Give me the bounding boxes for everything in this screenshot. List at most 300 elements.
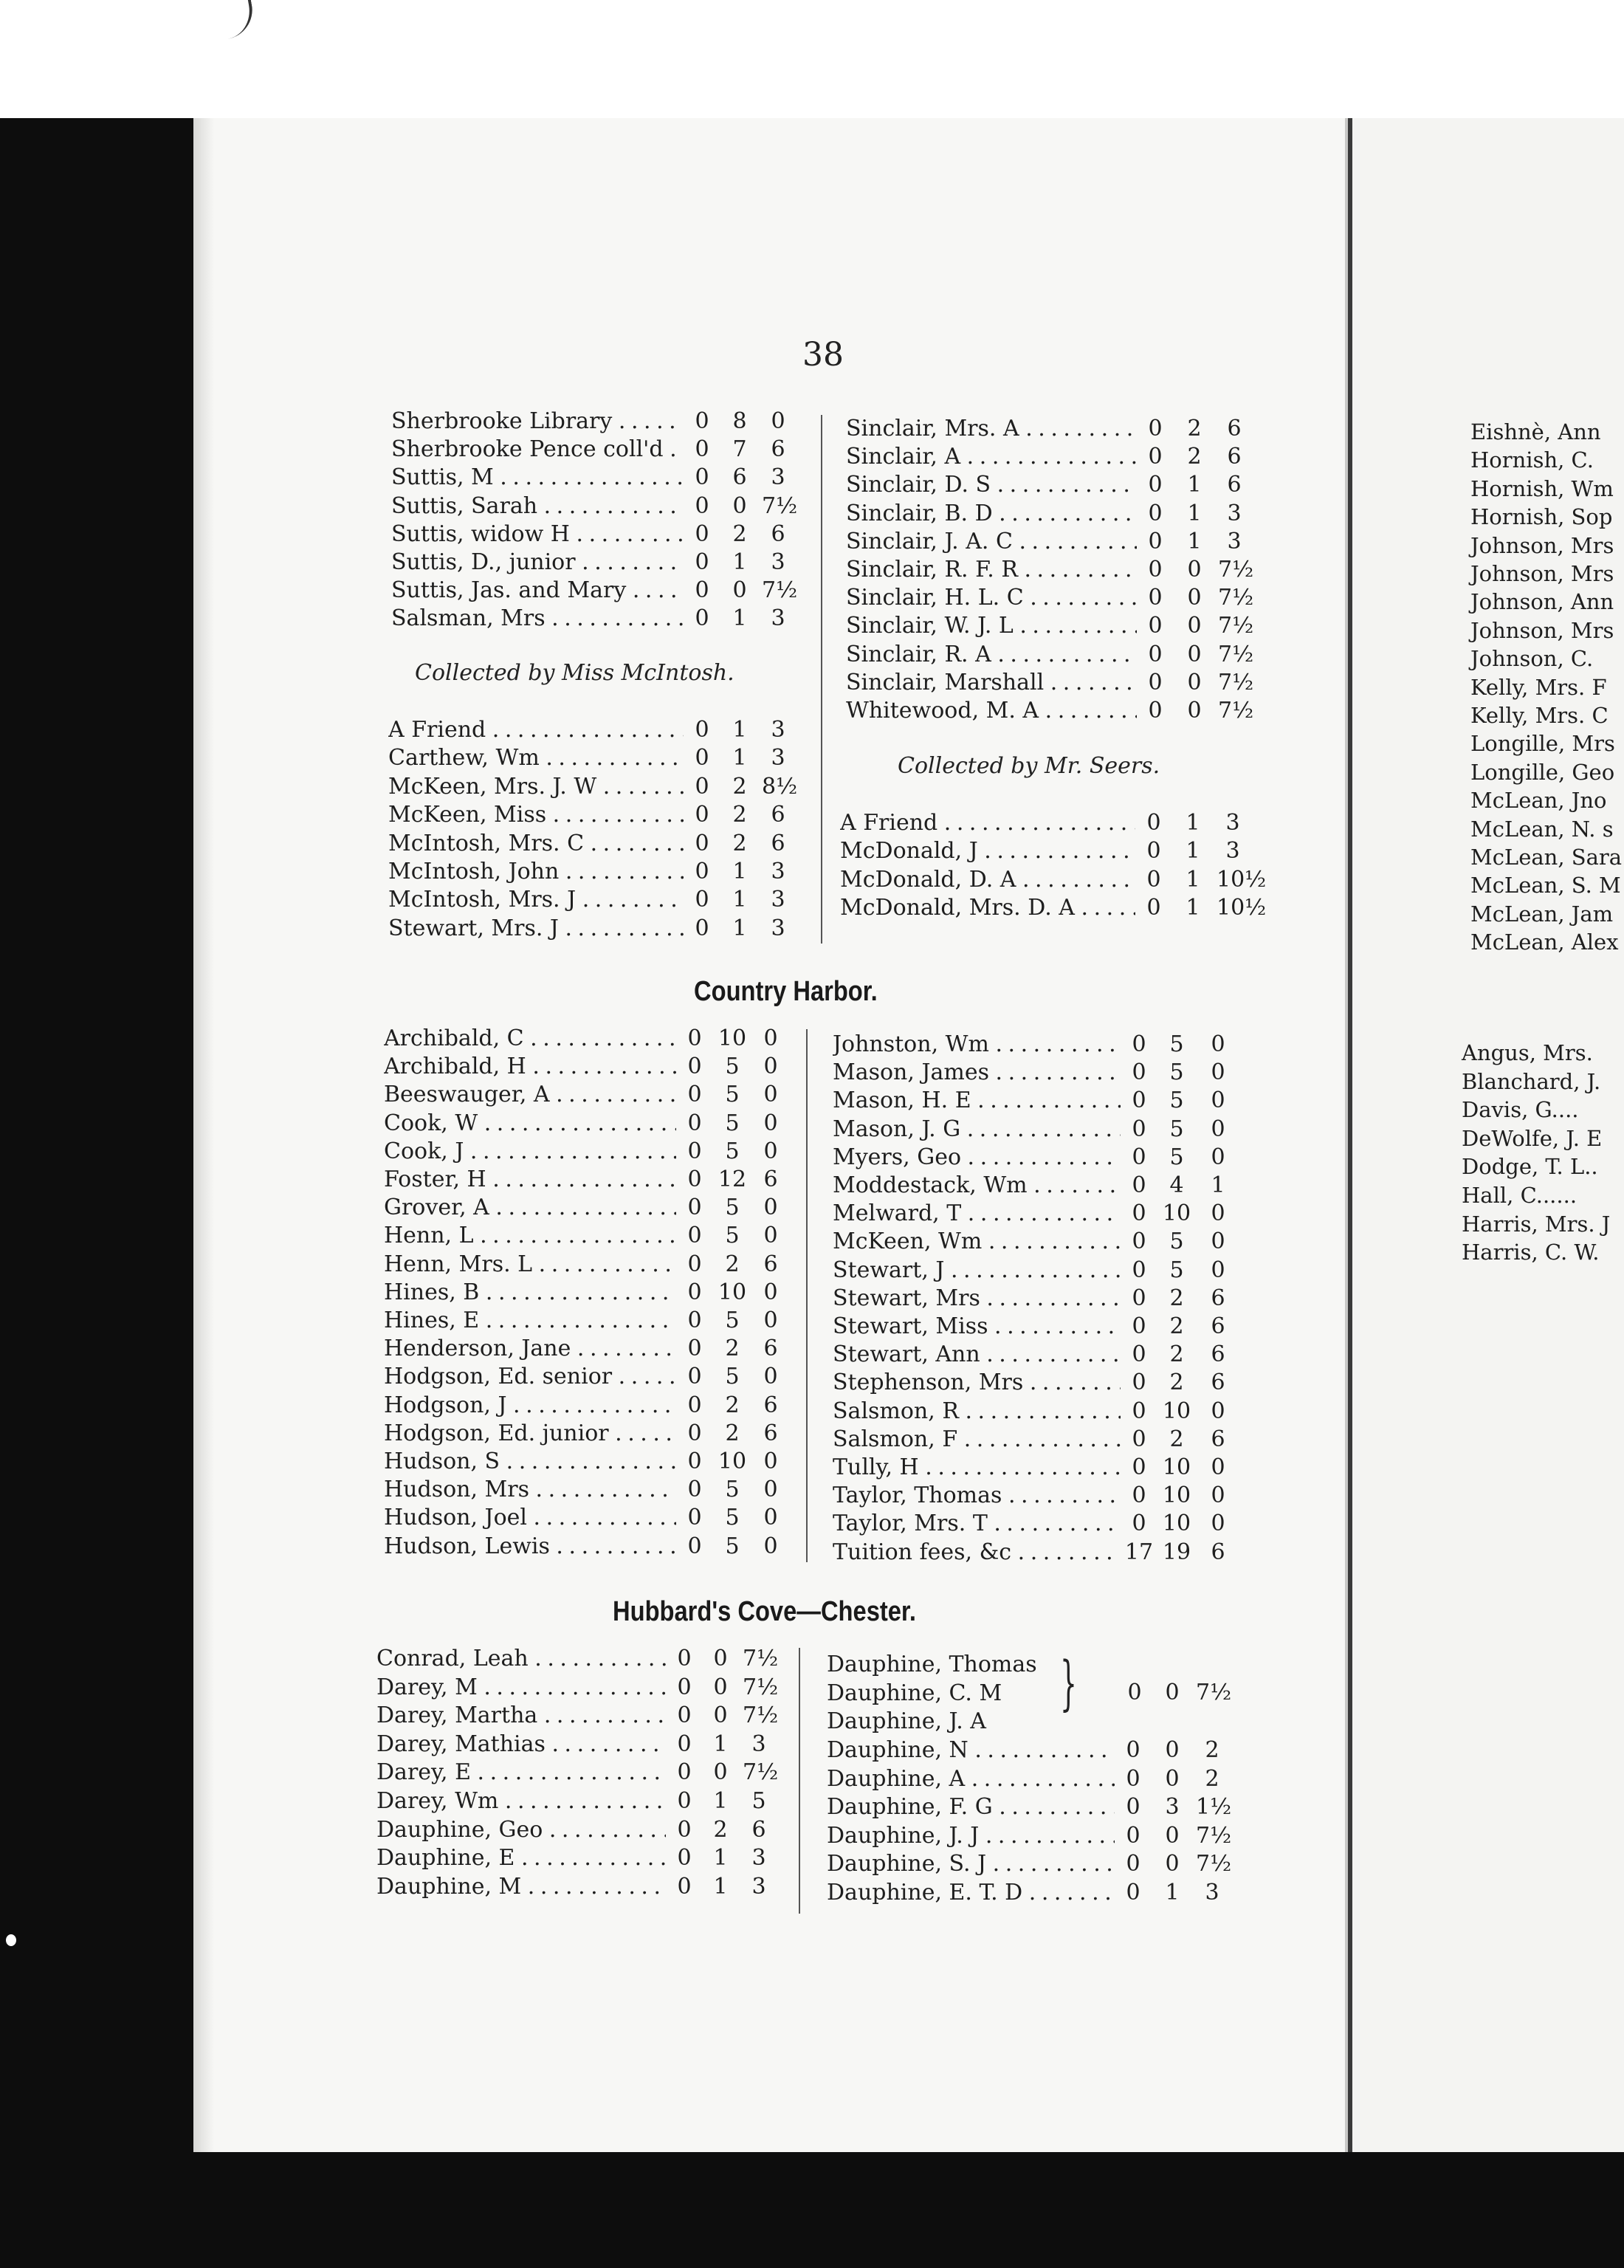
entry-pounds: 0 (677, 1674, 692, 1700)
entry-name: A Friend . . . (840, 809, 1135, 837)
entry-row (833, 1510, 1246, 1538)
entry-shillings: 5 (725, 1138, 740, 1164)
entry-name: Cook, W . . . (384, 1110, 676, 1138)
grouped-entry-name: Dauphine, C. M (827, 1680, 1002, 1706)
grouped-entry-values (827, 1679, 1240, 1707)
entry-shillings: 5 (725, 1364, 740, 1390)
entry-row (391, 605, 806, 633)
entry-shillings: 5 (1169, 1144, 1184, 1170)
entry-pence: 7½ (1218, 585, 1254, 611)
entry-shillings: 10 (1162, 1200, 1191, 1227)
entry-row (827, 1879, 1240, 1907)
entry-name: Sinclair, A . . . (846, 443, 1137, 471)
entry-pence: 8½ (762, 773, 798, 800)
entry-pounds: 0 (1146, 866, 1161, 893)
entry-pence: 6 (771, 802, 785, 828)
entry-name: Sinclair, R. A . . . (846, 641, 1137, 669)
entry-pounds: 0 (687, 1533, 702, 1559)
entry-pounds: 0 (1148, 416, 1163, 441)
entry-pounds: 0 (695, 520, 709, 547)
entry-name: Stewart, Ann . . . (833, 1341, 1121, 1369)
entry-shillings: 1 (732, 859, 747, 884)
entry-row (391, 436, 806, 464)
entry-row (833, 1285, 1246, 1313)
entry-shillings: 1 (1186, 866, 1200, 893)
entry-row (846, 697, 1262, 725)
entry-pounds: 0 (1132, 1313, 1146, 1339)
entry-name: Archibald, C . . . (384, 1025, 676, 1053)
entry-shillings: 10 (1162, 1482, 1191, 1509)
entry-name: Myers, Geo . . . (833, 1144, 1121, 1172)
entry-pounds: 0 (1132, 1511, 1146, 1537)
entry-name: Salsmon, F . . . (833, 1426, 1121, 1454)
entry-shillings: 2 (725, 1392, 740, 1418)
entry-pence: 0 (771, 408, 785, 434)
entry-pence: 10½ (1217, 895, 1267, 921)
entry-shillings: 6 (732, 464, 747, 491)
entry-row (827, 1793, 1240, 1821)
entry-shillings: 5 (725, 1505, 740, 1531)
entry-name: Moddestack, Wm . . . (833, 1172, 1121, 1200)
entry-pence: 6 (763, 1166, 778, 1192)
entry-pence: 0 (763, 1449, 778, 1474)
entry-name: Tully, H . . . (833, 1454, 1121, 1482)
entry-pence: 7½ (743, 1674, 779, 1700)
entry-row (391, 492, 806, 520)
page-number: 38 (802, 336, 844, 374)
entry-name: Darey, E . . . (376, 1759, 666, 1787)
facing-page-line: Johnson, Ann (1470, 589, 1614, 615)
entry-pounds: 17 (1124, 1539, 1154, 1565)
entry-name: Foster, H . . . (384, 1166, 676, 1194)
entry-pounds: 0 (687, 1110, 702, 1136)
entry-name: Conrad, Leah . . . (376, 1645, 666, 1673)
entry-name: Dauphine, E . . . (376, 1844, 666, 1872)
entry-row (376, 1844, 787, 1872)
entry-pence: 6 (751, 1816, 766, 1843)
entry-name: Suttis, M . . . (391, 464, 684, 492)
entry-row (391, 520, 806, 549)
entry-pence: 7½ (1218, 557, 1254, 583)
entry-row (833, 1200, 1246, 1228)
entry-pounds: 0 (687, 1307, 702, 1333)
entry-pence: 0 (763, 1364, 778, 1390)
entry-row (384, 1053, 799, 1081)
entry-name: McIntosh, Mrs. C . . . (388, 830, 684, 858)
entry-name: Hudson, Joel . . . (384, 1504, 676, 1532)
entry-row (384, 1110, 799, 1138)
entry-row (388, 830, 806, 858)
entry-pounds: 0 (1148, 613, 1163, 639)
entry-pounds: 0 (687, 1138, 702, 1164)
entry-shillings: 0 (1165, 1765, 1180, 1792)
entry-name: Tuition fees, &c . . . (833, 1539, 1121, 1567)
entry-name: Henderson, Jane . . . (384, 1335, 676, 1363)
entry-pounds: 0 (1132, 1341, 1146, 1368)
entry-pence: 0 (1211, 1059, 1225, 1086)
entry-pence: 7½ (743, 1702, 779, 1729)
entry-pence: 0 (763, 1138, 778, 1164)
entry-shillings: 8 (732, 408, 747, 434)
entry-pence: 6 (1227, 472, 1242, 498)
entry-pence: 3 (1205, 1880, 1219, 1906)
entry-row (384, 1222, 799, 1250)
entry-name: Grover, A . . . (384, 1194, 676, 1222)
entry-pounds: 0 (677, 1788, 692, 1814)
entry-pence: 0 (763, 1477, 778, 1503)
entry-pounds: 0 (1132, 1285, 1146, 1311)
entry-row (388, 858, 806, 886)
entry-shillings: 2 (732, 520, 747, 547)
entry-name: Suttis, Sarah . . . (391, 492, 684, 520)
facing-page-line: McLean, Jno (1470, 788, 1607, 814)
entry-row (376, 1731, 787, 1759)
entry-pence: 6 (763, 1392, 778, 1418)
entry-row (827, 1850, 1240, 1878)
entry-row (846, 584, 1262, 612)
entry-shillings: 0 (1187, 641, 1202, 667)
entry-row (833, 1087, 1246, 1115)
entry-name: Stewart, Mrs . . . (833, 1285, 1121, 1313)
entry-pounds: 0 (677, 1759, 692, 1786)
entry-shillings: 5 (1169, 1031, 1184, 1057)
entry-row (827, 1765, 1240, 1793)
entry-pounds: 0 (695, 605, 709, 632)
entry-pence: 0 (1211, 1454, 1225, 1480)
entry-shillings: 2 (725, 1251, 740, 1277)
entry-pence: 6 (1211, 1313, 1225, 1339)
facing-page-line: Hall, C...... (1462, 1183, 1577, 1208)
entry-row (391, 408, 806, 436)
column-divider (806, 1029, 808, 1562)
entry-pence: 3 (751, 1731, 766, 1757)
entry-shillings: 1 (732, 605, 747, 632)
entry-pence: 0 (763, 1054, 778, 1080)
entry-pence: 6 (763, 1336, 778, 1362)
entry-pounds: 0 (687, 1477, 702, 1503)
entry-name: Sinclair, J. A. C . . . (846, 528, 1137, 556)
entry-name: Henn, Mrs. L . . . (384, 1251, 676, 1279)
entry-pounds: 0 (1146, 895, 1161, 921)
entry-row (384, 1166, 799, 1194)
entry-pounds: 0 (1132, 1426, 1146, 1452)
entry-pounds: 0 (1146, 838, 1161, 865)
entry-pounds: 0 (687, 1251, 702, 1277)
entry-row (384, 1307, 799, 1335)
entry-shillings: 0 (1165, 1822, 1180, 1849)
entry-row (833, 1539, 1246, 1567)
entry-shillings: 0 (1165, 1737, 1180, 1763)
entry-name: Darey, Mathias . . . (376, 1731, 666, 1759)
entry-name: Hodgson, Ed. senior . . . (384, 1363, 676, 1391)
entry-shillings: 1 (713, 1731, 728, 1757)
entry-name: Dauphine, F. G . . . (827, 1793, 1115, 1821)
entry-pounds: 0 (695, 577, 709, 604)
entry-shillings: 1 (1186, 810, 1200, 836)
section-title-hubbards-cove: Hubbard's Cove—Chester. (613, 1596, 916, 1627)
entry-pence: 6 (1211, 1370, 1225, 1396)
entry-shillings: 10 (1162, 1398, 1191, 1424)
entry-name: Stewart, Miss . . . (833, 1313, 1121, 1341)
entry-pounds: 0 (1126, 1880, 1140, 1906)
entry-row (384, 1335, 799, 1363)
entry-pence: 6 (1211, 1341, 1225, 1368)
facing-page-line: McLean, N. s (1470, 816, 1614, 842)
entry-shillings: 1 (1187, 472, 1202, 498)
entry-name: Dauphine, J. J . . . (827, 1822, 1115, 1850)
entry-row (384, 1194, 799, 1222)
entry-shillings: 1 (732, 887, 747, 913)
facing-page-line: Kelly, Mrs. F (1470, 674, 1607, 700)
entry-pounds: 0 (1132, 1116, 1146, 1142)
entry-row (384, 1533, 799, 1561)
entry-name: Dauphine, M . . . (376, 1873, 666, 1901)
entry-row (388, 886, 806, 914)
entry-pounds: 0 (1148, 698, 1163, 724)
entry-row (833, 1426, 1246, 1454)
entry-row (384, 1138, 799, 1166)
entry-name: McKeen, Wm . . . (833, 1228, 1121, 1256)
entry-pence: 0 (763, 1279, 778, 1305)
entry-row (846, 612, 1262, 640)
facing-page-line: Longille, Mrs (1470, 731, 1615, 757)
entry-name: Sinclair, H. L. C . . . (846, 584, 1137, 612)
entry-row (846, 500, 1262, 528)
entry-name: McKeen, Miss . . . (388, 801, 684, 829)
entry-name: Stewart, Mrs. J . . . (388, 915, 684, 943)
entry-pounds: 0 (1132, 1257, 1146, 1283)
entry-row (384, 1363, 799, 1391)
entry-pounds: 0 (1126, 1794, 1140, 1821)
entry-row (833, 1172, 1246, 1200)
entry-pence: 7½ (1218, 641, 1254, 667)
entry-pence: 0 (1211, 1144, 1225, 1170)
entry-name: Salsmon, R . . . (833, 1398, 1121, 1426)
entry-shillings: 12 (718, 1166, 747, 1192)
collected-by-mcintosh-heading: Collected by Miss McIntosh. (415, 660, 734, 686)
facing-page-line: Angus, Mrs. (1462, 1040, 1593, 1065)
entry-pence: 3 (1227, 500, 1242, 526)
entry-shillings: 2 (713, 1816, 728, 1843)
entry-shillings: 0 (1187, 585, 1202, 611)
entry-shillings: 0 (713, 1702, 728, 1729)
entry-row (833, 1257, 1246, 1285)
facing-page-line: Johnson, Mrs (1470, 561, 1614, 586)
entry-pence: 10½ (1217, 866, 1267, 893)
entry-pounds: 0 (677, 1646, 692, 1671)
entry-pounds: 0 (1126, 1851, 1140, 1877)
entry-shillings: 5 (725, 1110, 740, 1136)
entry-name: Stephenson, Mrs . . . (833, 1369, 1121, 1397)
entry-row (388, 716, 806, 744)
entry-shillings: 1 (713, 1845, 728, 1872)
entry-pence: 3 (771, 745, 785, 772)
entry-row (376, 1674, 787, 1702)
entry-shillings: 0 (713, 1759, 728, 1786)
entry-shillings: 2 (732, 830, 747, 856)
entry-name: Beeswauger, A . . . (384, 1081, 676, 1109)
entry-shillings: 0 (732, 492, 747, 519)
entry-row (833, 1144, 1246, 1172)
entry-row (846, 669, 1262, 697)
entry-pence: 7½ (1196, 1851, 1232, 1877)
facing-page-line: Hornish, Sop (1470, 504, 1613, 530)
entry-shillings: 10 (718, 1449, 747, 1474)
entry-row (833, 1454, 1246, 1482)
entry-name: Carthew, Wm . . . (388, 744, 684, 772)
entry-row (391, 577, 806, 605)
entry-row (846, 415, 1262, 443)
entry-pence: 0 (1211, 1257, 1225, 1283)
entry-pounds: 0 (1126, 1765, 1140, 1792)
entry-shillings: 5 (1169, 1228, 1184, 1255)
entry-shillings: 4 (1169, 1172, 1184, 1198)
entry-pence: 3 (771, 915, 785, 941)
entry-row (840, 866, 1267, 894)
entry-pounds: 0 (1148, 444, 1163, 470)
entry-row (846, 641, 1262, 669)
entry-row (833, 1398, 1246, 1426)
entry-pence: 0 (763, 1082, 778, 1108)
facing-page-line: Harris, C. W. (1462, 1240, 1600, 1265)
facing-page-line: McLean, Jam (1470, 901, 1614, 927)
entry-name: McIntosh, John . . . (388, 858, 684, 886)
entry-shillings: 0 (713, 1646, 728, 1671)
entry-shillings: 10 (718, 1025, 747, 1051)
entry-pounds: 0 (695, 802, 709, 828)
entry-shillings: 5 (725, 1477, 740, 1503)
entry-name: Stewart, J . . . (833, 1257, 1121, 1285)
entry-name: McDonald, D. A . . . (840, 866, 1135, 894)
entry-pence: 3 (771, 859, 785, 884)
entry-shillings: 1 (713, 1788, 728, 1814)
entry-row (846, 471, 1262, 499)
entry-pounds: 0 (687, 1392, 702, 1418)
facing-page-line: McLean, Alex (1470, 929, 1619, 955)
entry-row (827, 1822, 1240, 1850)
entry-name: Sherbrooke Pence coll'd . . . (391, 436, 684, 464)
entry-shillings: 1 (1187, 528, 1202, 554)
entry-pounds: 0 (1132, 1228, 1146, 1255)
entry-pence: 7½ (762, 492, 798, 519)
group-brace: } (1060, 1649, 1077, 1717)
entry-pence: 3 (751, 1845, 766, 1872)
entry-pounds: 0 (1148, 500, 1163, 526)
entry-pounds: 0 (1148, 669, 1163, 695)
entry-name: Dauphine, S. J . . . (827, 1850, 1115, 1878)
entry-name: Sinclair, Mrs. A . . . (846, 415, 1137, 443)
entry-pounds: 0 (695, 745, 709, 772)
entry-row (833, 1228, 1246, 1256)
entry-row (384, 1025, 799, 1053)
entry-shillings: 5 (725, 1082, 740, 1108)
entry-pounds: 0 (1132, 1059, 1146, 1086)
entry-row (388, 773, 806, 801)
entry-name: Hudson, Lewis . . . (384, 1533, 676, 1561)
entry-name: McDonald, J . . . (840, 837, 1135, 865)
entry-pence: 3 (771, 605, 785, 632)
entry-shillings: 2 (1169, 1370, 1184, 1396)
grouped-entry-name: Dauphine, Thomas (827, 1652, 1037, 1677)
entry-name: Johnston, Wm . . . (833, 1031, 1121, 1059)
grouped-entry-name: Dauphine, J. A (827, 1708, 986, 1735)
entry-name: Suttis, D., junior . . . (391, 549, 684, 577)
entry-pence: 0 (1211, 1200, 1225, 1227)
entry-row (833, 1059, 1246, 1087)
section-title-country-harbor: Country Harbor. (694, 976, 878, 1007)
entry-pence: 6 (1211, 1426, 1225, 1452)
entry-pence: 0 (763, 1307, 778, 1333)
entry-shillings: 5 (1169, 1087, 1184, 1114)
entry-name: Hodgson, J . . . (384, 1392, 676, 1420)
entry-pence: 6 (1211, 1285, 1225, 1311)
entry-row (833, 1031, 1246, 1059)
entry-shillings: 0 (1187, 613, 1202, 639)
entry-pounds: 0 (1148, 585, 1163, 611)
entry-pence: 2 (1205, 1737, 1219, 1763)
entry-pence: 0 (763, 1110, 778, 1136)
entry-shillings: 2 (1169, 1341, 1184, 1368)
entry-pounds: 0 (1148, 528, 1163, 554)
entry-pounds: 0 (687, 1420, 702, 1446)
entry-row (833, 1482, 1246, 1510)
entry-pence: 2 (1205, 1765, 1219, 1792)
entry-pence: 7½ (1196, 1680, 1232, 1705)
entry-pounds: 0 (1132, 1454, 1146, 1480)
entry-name: Darey, M . . . (376, 1674, 666, 1702)
entry-pounds: 0 (695, 773, 709, 800)
facing-page-line: Eishnè, Ann (1470, 419, 1601, 444)
facing-page-line: Hornish, Wm (1470, 475, 1614, 501)
entry-pounds: 0 (695, 436, 709, 463)
entry-pounds: 0 (695, 830, 709, 856)
entry-name: Dauphine, Geo . . . (376, 1816, 666, 1844)
scan-dot (6, 1934, 16, 1946)
entry-pounds: 0 (687, 1082, 702, 1108)
entry-pence: 7½ (743, 1759, 779, 1786)
entry-pounds: 0 (695, 915, 709, 941)
entry-pence: 0 (763, 1025, 778, 1051)
entry-name: Sinclair, R. F. R . . . (846, 556, 1137, 584)
entry-pence: 3 (751, 1873, 766, 1900)
entry-shillings: 2 (1169, 1285, 1184, 1311)
entry-shillings: 1 (1186, 895, 1200, 921)
entry-name: Cook, J . . . (384, 1138, 676, 1166)
entry-shillings: 1 (732, 745, 747, 772)
entry-pounds: 0 (1132, 1087, 1146, 1114)
entry-row (384, 1448, 799, 1476)
entry-pence: 6 (1227, 416, 1242, 441)
entry-name: Hines, B . . . (384, 1279, 676, 1307)
entry-row (384, 1420, 799, 1448)
entry-pence: 0 (1211, 1087, 1225, 1114)
entry-pounds: 0 (677, 1816, 692, 1843)
entry-name: Suttis, Jas. and Mary . . . (391, 577, 684, 605)
entry-row (833, 1116, 1246, 1144)
entry-row (846, 443, 1262, 471)
entry-pounds: 0 (695, 408, 709, 434)
facing-page-line: Dodge, T. L.. (1462, 1154, 1598, 1180)
entry-shillings: 1 (1165, 1880, 1180, 1906)
entry-pence: 0 (1211, 1031, 1225, 1057)
entry-pence: 6 (763, 1420, 778, 1446)
entry-shillings: 0 (1165, 1680, 1180, 1705)
entry-shillings: 10 (1162, 1511, 1191, 1537)
entry-pence: 1½ (1196, 1794, 1232, 1821)
entry-shillings: 2 (732, 802, 747, 828)
entry-name: Hodgson, Ed. junior . . . (384, 1420, 676, 1448)
entry-row (827, 1736, 1240, 1764)
